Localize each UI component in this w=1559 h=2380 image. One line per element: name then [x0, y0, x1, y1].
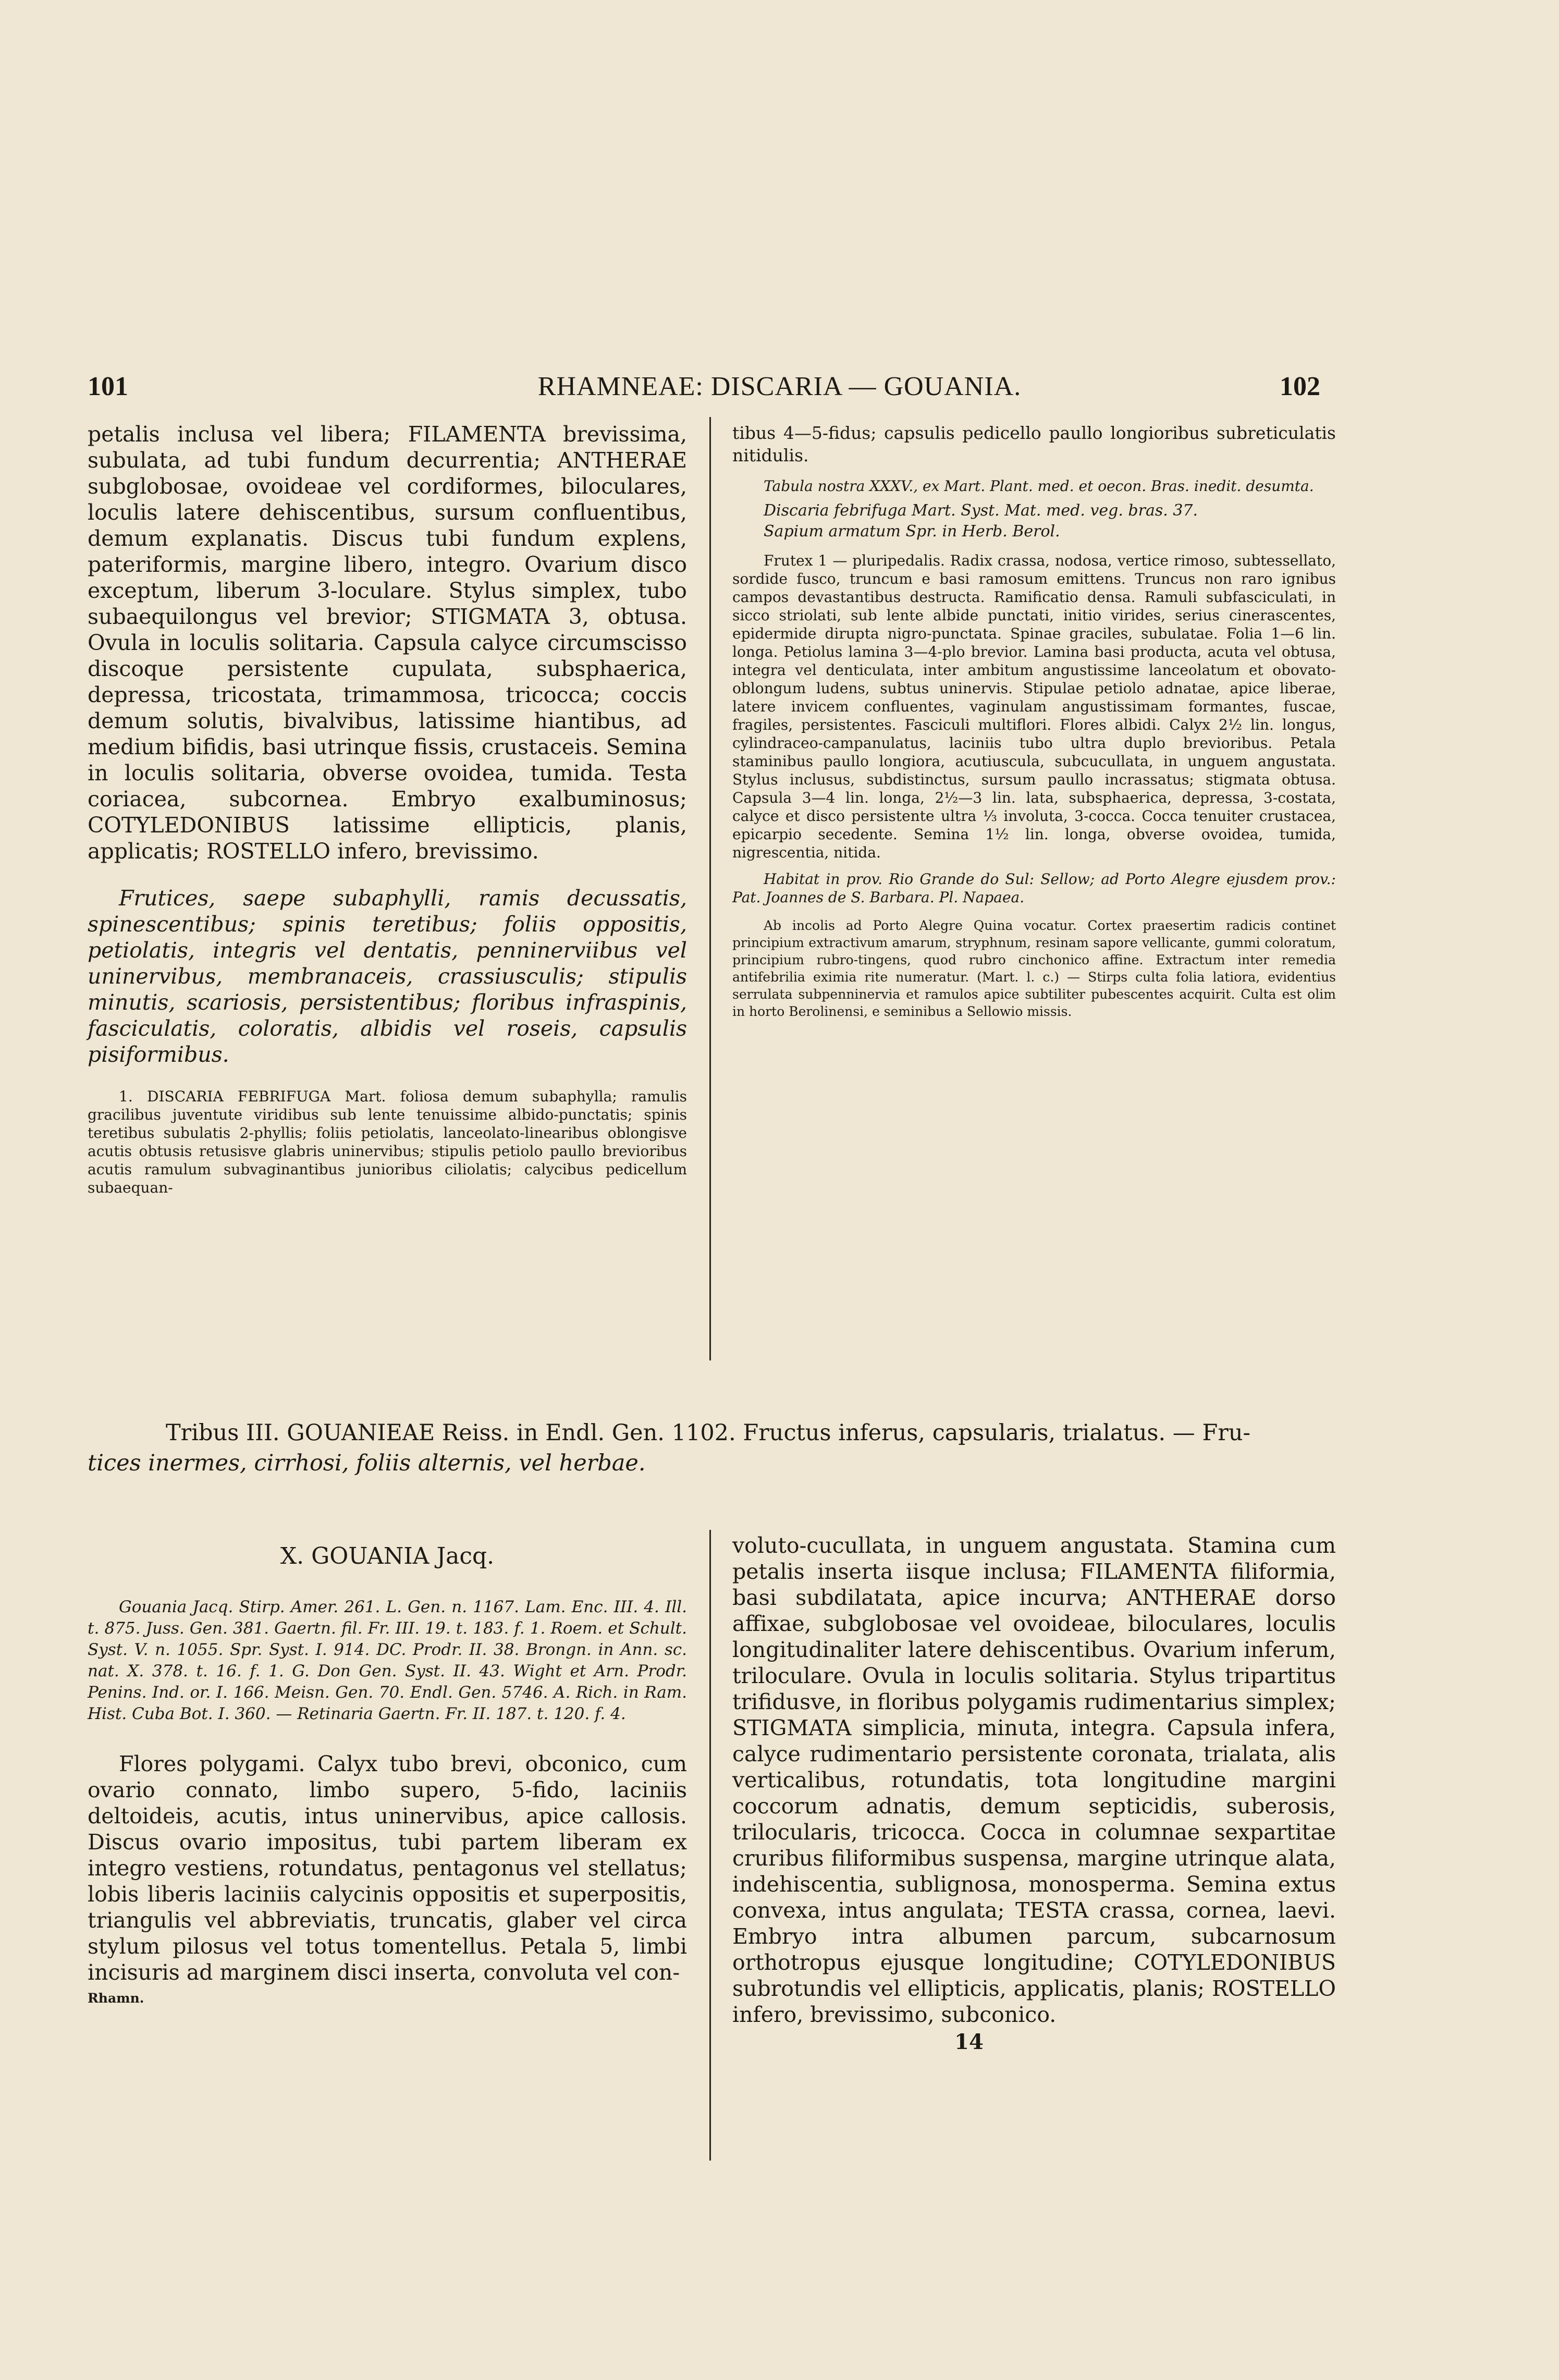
right-column-top — [732, 422, 1336, 1020]
left-column-top — [88, 421, 687, 1197]
genus-description-continued: petalis inclusa vel libera; FILAMENTA brevissima, subulata, ad tubi fundum decurrentia; ANTHERAE subglobosae, ovoideae vel cordiformes, biloculares, loculis latere dehiscentibus, sursum confluentibus, demum explanatis. Discus tubi fundum explens, pateriformis, margine libero, integro. Ovarium disco exceptum, liberum 3-loculare. Stylus simplex, tubo subaequilongus vel brevior; STIGMATA 3, obtusa. Ovula in loculis solitaria. Capsula calyce circumscisso discoque persistente cupulata, subsphaerica, depressa, tricostata, trimammosa, tricocca; coccis demum solutis, bivalvibus, latissime hiantibus, ad medium bifidis, basi utrinque fissis, crustaceis. Semina in loculis solitaria, obverse ovoidea, tumida. Testa coriacea, subcornea. Embryo exalbuminosus; COTYLEDONIBUS latissime ellipticis, planis, applicatis; ROSTELLO infero, brevissimo. — [88, 422, 687, 864]
left-column-bottom — [88, 1543, 687, 2006]
page-number-right: 102 — [1280, 372, 1320, 401]
plate-reference: Tabula nostra XXXV., ex Mart. Plant. med. et oecon. Bras. inedit. desumta. — [764, 477, 1314, 495]
species-diagnosis: 1. DISCARIA FEBRIFUGA Mart. foliosa demum subaphylla; ramulis gracilibus juventute viridibus sub lente tenuissime albido-punctatis; spinis teretibus subulatis 2-phyllis; foliis petiolatis, lanceolato-linearibus oblongisve acutis obtusis retusisve glabris uninervibus; stipulis petiolo paullo brevioribus acutis ramulum subvaginantibus junioribus ciliolatis; calycibus pedicellum subaequan- — [88, 1088, 687, 1196]
synonym-2: Sapium armatum Spr. in Herb. Berol. — [764, 522, 1060, 541]
species-diagnosis-end: tibus 4—5-fidus; capsulis pedicello paullo longioribus subreticulatis nitidulis. — [732, 423, 1336, 465]
habitat: Habitat in prov. Rio Grande do Sul: Sellow; ad Porto Alegre ejusdem prov.: Pat. Joannes de S. Barbara. Pl. Napaea. — [732, 870, 1336, 906]
signature-mark: Rhamn. — [88, 1991, 144, 2006]
usage-note: Ab incolis ad Porto Alegre Quina vocatur. Cortex praesertim radicis continet principium extractivum amarum, stryphnum, resinam sapore vellicante, gummi coloratum, principium rubro-tingens, quod rubro cinchonico affine. Extractum inter remedia antifebrilia eximia rite numeratur. (Mart. l. c.) — Stirps culta folia latiora, evidentius serrulata subpenninervia et ramulos apice subtiliter pubescentes acquirit. Culta est olim in horto Berolinensi, e seminibus a Sellowio missis. — [732, 918, 1336, 1019]
tribe-heading — [88, 1418, 1339, 1478]
tribe-line-1: Tribus III. GOUANIEAE Reiss. in Endl. Gen. 1102. Fructus inferus, capsularis, trialatus. — Fru- — [166, 1420, 1251, 1446]
page-number-left: 101 — [88, 372, 128, 401]
column-divider-top — [709, 417, 711, 1360]
genus-references: Gouania Jacq. Stirp. Amer. 261. L. Gen. n. 1167. Lam. Enc. III. 4. Ill. t. 875. Juss. Gen. 381. Gaertn. fil. Fr. III. 19. t. 183. f. 1. Roem. et Schult. Syst. V. n. 1055. Spr. Syst. I. 914. DC. Prodr. II. 38. Brongn. in Ann. sc. nat. X. 378. t. 16. f. 1. G. Don Gen. Syst. II. 43. Wight et Arn. Prodr. Penins. Ind. or. I. 166. Meisn. Gen. 70. Endl. Gen. 5746. A. Rich. in Ram. Hist. Cuba Bot. I. 360. — Retinaria Gaertn. Fr. II. 187. t. 120. f. 4. — [88, 1598, 687, 1723]
running-title: RHAMNEAE: DISCARIA — GOUANIA. — [537, 372, 1022, 401]
right-column-bottom — [732, 1532, 1336, 2054]
column-divider-bottom — [709, 1530, 711, 2161]
genus-habit: Frutices, saepe subaphylli, ramis decussatis, spinescentibus; spinis teretibus; foliis oppositis, petiolatis, integris vel dentatis, penninerviibus vel uninervibus, membranaceis, crassiusculis; stipulis minutis, scariosis, persistentibus; floribus infraspinis, fasciculatis, coloratis, albidis vel roseis, capsulis pisiformibus. — [88, 886, 687, 1067]
tribe-line-2: tices inermes, cirrhosi, foliis alternis, vel herbae. — [88, 1450, 646, 1476]
sheet-number: 14 — [954, 2030, 984, 2054]
genus-description-left: Flores polygami. Calyx tubo brevi, obconico, cum ovario connato, limbo supero, 5-fido, laciniis deltoideis, acutis, intus uninervibus, apice callosis. Discus ovario impositus, tubi partem liberam ex integro vestiens, rotundatus, pentagonus vel stellatus; lobis liberis laciniis calycinis oppositis et superpositis, triangulis vel abbreviatis, truncatis, glaber vel circa stylum pilosus vel totus tomentellus. Petala 5, limbi incisuris ad marginem disci inserta, convoluta vel con- — [88, 1751, 687, 1985]
genus-description-right: voluto-cucullata, in unguem angustata. Stamina cum petalis inserta iisque inclusa; FILAMENTA filiformia, basi subdilatata, apice incurva; ANTHERAE dorso affixae, subglobosae vel ovoideae, biloculares, loculis longitudinaliter latere dehiscentibus. Ovarium inferum, triloculare. Ovula in loculis solitaria. Stylus tripartitus trifidusve, in floribus polygamis rudimentarius simplex; STIGMATA simplicia, minuta, integra. Capsula infera, calyce rudimentario persistente coronata, trialata, alis verticalibus, rotundatis, tota longitudine margini coccorum adnatis, demum septicidis, suberosis, trilocularis, tricocca. Cocca in columnae sexpartitae cruribus filiformibus suspensa, margine utrinque alata, indehiscentia, sublignosa, monosperma. Semina extus convexa, intus angulata; TESTA crassa, cornea, laevi. Embryo intra albumen parcum, subcarnosum orthotropus ejusque longitudine; COTYLEDONIBUS subrotundis vel ellipticis, applicatis, planis; ROSTELLO infero, brevissimo, subconico. — [732, 1533, 1336, 2027]
synonym-1: Discaria febrifuga Mart. Syst. Mat. med. veg. bras. 37. — [764, 501, 1198, 520]
genus-heading: X. GOUANIA Jacq. — [280, 1543, 495, 1569]
species-description: Frutex 1 — pluripedalis. Radix crassa, nodosa, vertice rimoso, subtessellato, sordide fusco, truncum e basi ramosum emittens. Truncus non raro ignibus campos devastantibus destructa. Ramificatio densa. Ramuli subfasciculati, in sicco striolati, sub lente albide punctati, initio virides, serius cinerascentes, epidermide dirupta nigro-punctata. Spinae graciles, subulatae. Folia 1—6 lin. longa. Petiolus lamina 3—4-plo brevior. Lamina basi producta, acuta vel obtusa, integra vel denticulata, inter ambitum angustissime lanceolatum et obovato-oblongum ludens, subtus uninervis. Stipulae petiolo adnatae, apice liberae, latere invicem confluentes, vaginulam angustissimam formantes, fuscae, fragiles, persistentes. Fasciculi multiflori. Flores albidi. Calyx 2½ lin. longus, cylindraceo-campanulatus, laciniis tubo ultra duplo brevioribus. Petala staminibus paullo longiora, acutiuscula, subcucullata, in unguem angustata. Stylus inclusus, subdistinctus, sursum paullo incrassatus; stigmata obtusa. Capsula 3—4 lin. longa, 2½—3 lin. lata, subsphaerica, depressa, 3-costata, calyce et disco persistente ultra ⅓ involuta, 3-cocca. Cocca tenuiter crustacea, epicarpio secedente. Semina 1½ lin. longa, obverse ovoidea, tumida, nigrescentia, nitida. — [732, 552, 1336, 861]
